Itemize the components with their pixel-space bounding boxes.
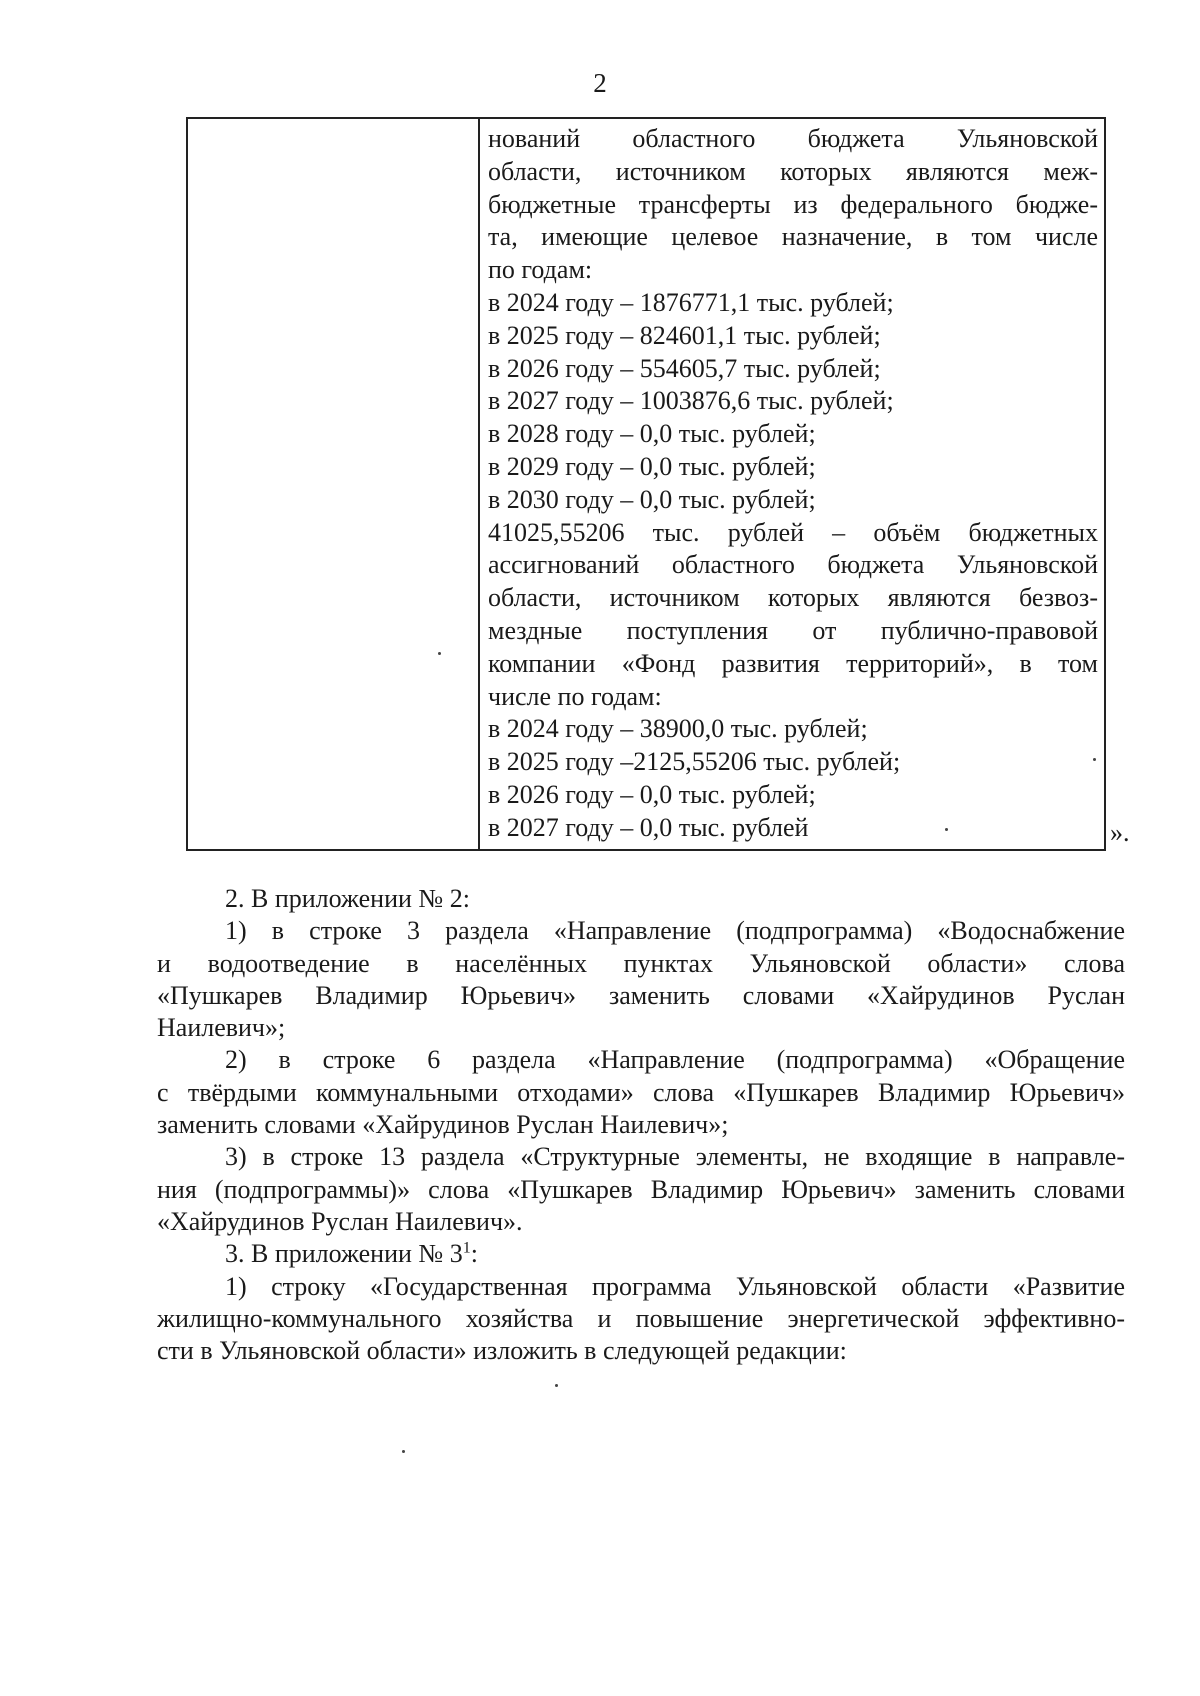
- item-2-1-line: «Пушкарев Владимир Юрьевич» заменить словами «Хайрудинов Руслан: [157, 980, 1125, 1010]
- budget-table: [186, 117, 1106, 851]
- item-3-1-line: сти в Ульяновской области» изложить в следующей редакции:: [157, 1336, 847, 1366]
- table-text-line: мездные поступления от публично-правовой: [488, 615, 1098, 645]
- table-text-line: в 2025 году – 824601,1 тыс. рублей;: [488, 320, 881, 350]
- scan-speck: [945, 828, 948, 831]
- item-2-heading: 2. В приложении № 2:: [225, 884, 470, 913]
- table-text-line: в 2029 году – 0,0 тыс. рублей;: [488, 451, 816, 481]
- scan-speck: [438, 652, 441, 655]
- item-3-1-line: жилищно-коммунального хозяйства и повышение энергетической эффективно-: [157, 1303, 1125, 1333]
- table-text-line: 41025,55206 тыс. рублей – объём бюджетных: [488, 517, 1098, 547]
- item-2-3-line: 3) в строке 13 раздела «Структурные элементы, не входящие в направле-: [225, 1142, 1125, 1172]
- table-text-line: компании «Фонд развития территорий», в том: [488, 648, 1098, 678]
- item-3-1-line: 1) строку «Государственная программа Ульяновской области «Развитие: [225, 1271, 1125, 1301]
- table-text-line: числе по годам:: [488, 681, 662, 711]
- table-text-line: области, источником которых являются меж-: [488, 156, 1098, 186]
- table-right-cell: [480, 119, 1104, 849]
- table-text-line: в 2026 году – 0,0 тыс. рублей;: [488, 779, 816, 809]
- scan-speck: [555, 1384, 558, 1387]
- item-3-heading-colon: :: [470, 1239, 478, 1269]
- amendment-text: [157, 883, 1125, 1367]
- closing-quote-mark: ».: [1110, 818, 1130, 847]
- table-text-line: в 2027 году – 1003876,6 тыс. рублей;: [488, 386, 894, 416]
- table-text-line: по годам:: [488, 255, 593, 285]
- table-text-line: бюджетные трансферты из федерального бюдже-: [488, 189, 1098, 219]
- item-2-3-line: «Хайрудинов Руслан Наилевич».: [157, 1206, 523, 1236]
- table-text-line: в 2028 году – 0,0 тыс. рублей;: [488, 419, 816, 449]
- table-text-line: в 2024 году – 38900,0 тыс. рублей;: [488, 714, 868, 744]
- item-2-2-line: 2) в строке 6 раздела «Направление (подпрограмма) «Обращение: [225, 1045, 1125, 1075]
- table-text-line: ассигнований областного бюджета Ульяновской: [488, 550, 1098, 580]
- table-text-line: нований областного бюджета Ульяновской: [488, 124, 1098, 153]
- table-text-line: в 2030 году – 0,0 тыс. рублей;: [488, 484, 816, 514]
- page-number: 2: [593, 68, 607, 98]
- table-text-line: в 2027 году – 0,0 тыс. рублей: [488, 812, 809, 842]
- item-2-2-line: заменить словами «Хайрудинов Руслан Наилевич»;: [157, 1110, 729, 1140]
- scan-speck: [402, 1450, 405, 1453]
- table-text-line: та, имеющие целевое назначение, в том числе: [488, 222, 1098, 252]
- item-2-1-line: и водоотведение в населённых пунктах Ульяновской области» слова: [157, 948, 1125, 978]
- item-3-heading-text: 3. В приложении № 3: [225, 1239, 463, 1269]
- table-text-line: в 2024 году – 1876771,1 тыс. рублей;: [488, 287, 894, 317]
- table-text-line: в 2025 году –2125,55206 тыс. рублей;: [488, 747, 901, 777]
- item-2-1-line: 1) в строке 3 раздела «Направление (подпрограмма) «Водоснабжение: [225, 916, 1125, 946]
- table-text-line: в 2026 году – 554605,7 тыс. рублей;: [488, 353, 881, 383]
- item-2-2-line: с твёрдыми коммунальными отходами» слова «Пушкарев Владимир Юрьевич»: [157, 1077, 1125, 1107]
- item-3-heading-superscript: 1: [462, 1239, 471, 1257]
- item-2-3-line: ния (подпрограммы)» слова «Пушкарев Владимир Юрьевич» заменить словами: [157, 1174, 1125, 1204]
- table-left-cell: [188, 119, 480, 849]
- table-text-line: области, источником которых являются безвоз-: [488, 583, 1098, 613]
- item-3-heading: [157, 1238, 1125, 1270]
- item-2-1-line: Наилевич»;: [157, 1013, 286, 1043]
- scan-speck: [1093, 758, 1096, 761]
